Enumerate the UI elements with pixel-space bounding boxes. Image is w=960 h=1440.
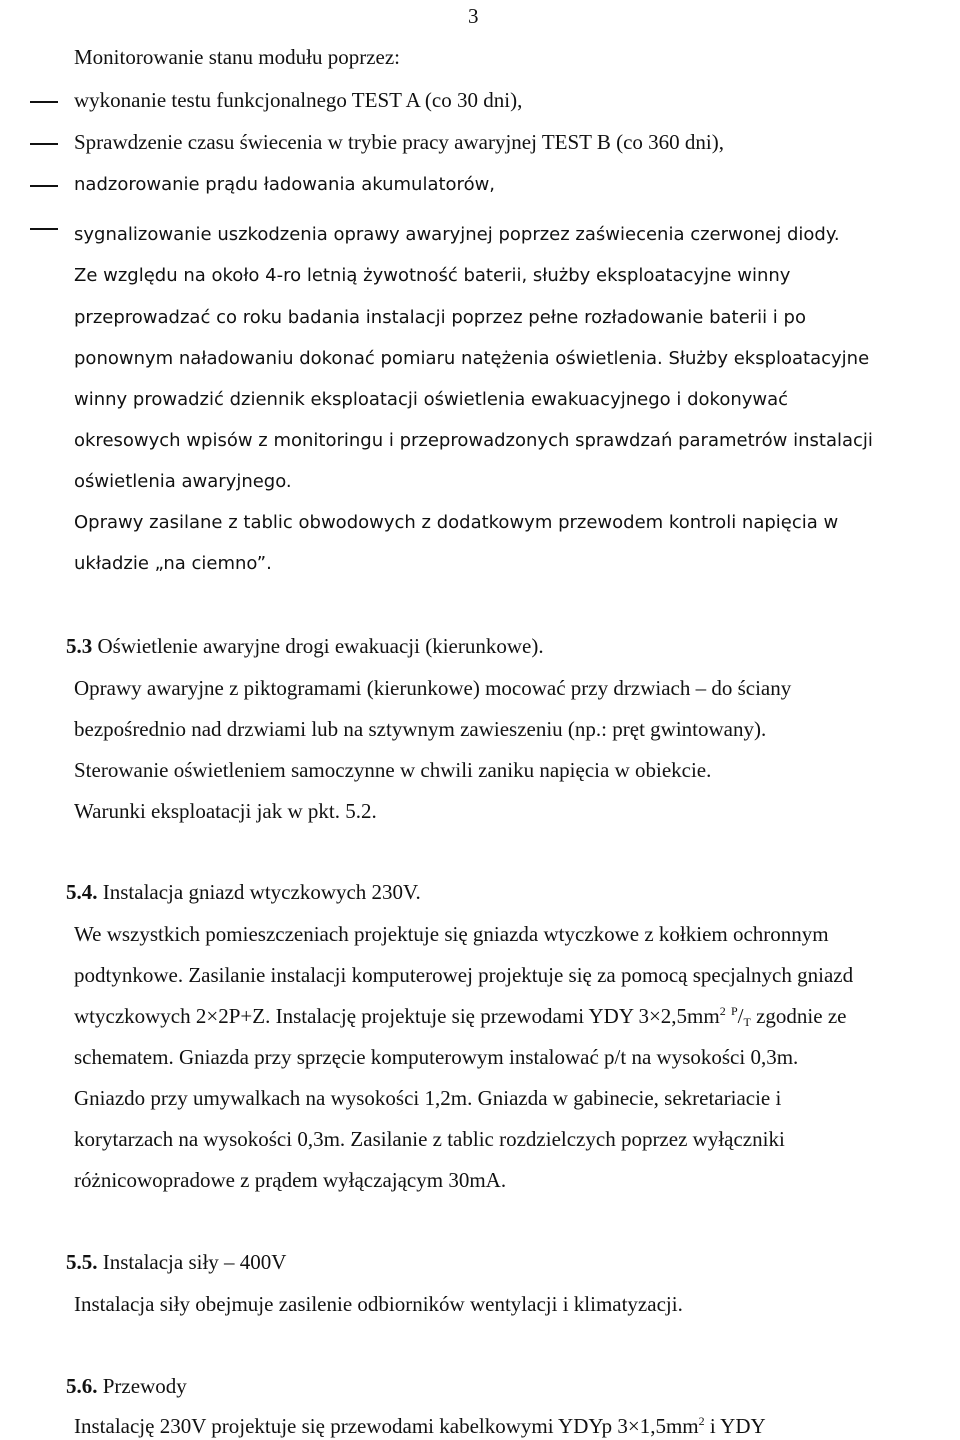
monitoring-bullet-4: sygnalizowanie uszkodzenia oprawy awaryjnej poprzez zaświecenia czerwonej diody.	[74, 224, 840, 245]
section-5-4-line-1: We wszystkich pomieszczeniach projektuje się gniazda wtyczkowe z kołkiem ochronnym	[74, 922, 829, 946]
section-5-3-line-2: bezpośrednio nad drzwiami lub na sztywnym zawieszeniu (np.: pręt gwintowany).	[74, 717, 767, 741]
section-5-3-heading	[66, 636, 544, 657]
section-5-3-line-4: Warunki eksploatacji jak w pkt. 5.2.	[74, 799, 377, 823]
section-5-3-line-3: Sterowanie oświetleniem samoczynne w chwili zaniku napięcia w obiekcie.	[74, 758, 712, 782]
section-5-4-line-3	[74, 1006, 846, 1027]
monitoring-intro: Monitorowanie stanu modułu poprzez:	[74, 45, 401, 69]
section-5-6-sup: 2	[698, 1414, 705, 1428]
maintenance-line-2: przeprowadzać co roku badania instalacji poprzez pełne rozładowanie baterii i po	[74, 307, 806, 328]
maintenance-line-1: Ze względu na około 4-ro letnią żywotność baterii, służby eksploatacyjne winny	[74, 265, 791, 286]
bullet-dash	[30, 143, 58, 145]
monitoring-bullet-2: Sprawdzenie czasu świecenia w trybie pracy awaryjnej TEST B (co 360 dni),	[74, 130, 725, 154]
section-5-6-title: Przewody	[102, 1374, 187, 1398]
section-5-3-line-1: Oprawy awaryjne z piktogramami (kierunkowe) mocować przy drzwiach – do ściany	[74, 676, 792, 700]
page-number: 3	[468, 4, 479, 28]
line-3-sub: T	[743, 1015, 751, 1029]
section-5-5-number: 5.5.	[66, 1250, 98, 1274]
section-5-4-line-4: schematem. Gniazda przy sprzęcie komputerowym instalować p/t na wysokości 0,3m.	[74, 1045, 799, 1069]
section-5-3-title: Oświetlenie awaryjne drogi ewakuacji (kierunkowe).	[97, 634, 544, 658]
section-5-6-text-b: i YDY	[704, 1414, 766, 1438]
line-3-slash: /	[737, 1004, 744, 1028]
section-5-4-number: 5.4.	[66, 880, 98, 904]
maintenance-line-6: oświetlenia awaryjnego.	[74, 471, 292, 492]
line-3-sup-2: P	[730, 1004, 738, 1018]
maintenance-line-3: ponownym naładowaniu dokonać pomiaru natężenia oświetlenia. Służby eksploatacyjne	[74, 348, 870, 369]
monitoring-bullet-1: wykonanie testu funkcjonalnego TEST A (co 30 dni),	[74, 88, 523, 112]
section-5-6-heading	[66, 1376, 187, 1397]
line-3-text-b: zgodnie ze	[750, 1004, 847, 1028]
section-5-4-line-5: Gniazdo przy umywalkach na wysokości 1,2m. Gniazda w gabinecie, sekretariacie i	[74, 1086, 782, 1110]
section-5-3-number: 5.3	[66, 634, 93, 658]
line-3-sup-1: 2	[719, 1004, 726, 1018]
section-5-4-heading	[66, 882, 421, 903]
section-5-4-line-2: podtynkowe. Zasilanie instalacji komputerowej projektuje się za pomocą specjalnych gniazd	[74, 963, 854, 987]
bullet-dash	[30, 228, 58, 230]
section-5-6-line-1	[74, 1416, 766, 1437]
circuits-line-2: układzie „na ciemno”.	[74, 553, 272, 574]
circuits-line-1: Oprawy zasilane z tablic obwodowych z dodatkowym przewodem kontroli napięcia w	[74, 512, 839, 533]
section-5-5-heading	[66, 1252, 286, 1273]
section-5-5-title: Instalacja siły – 400V	[102, 1250, 287, 1274]
maintenance-line-4: winny prowadzić dziennik eksploatacji oświetlenia ewakuacyjnego i dokonywać	[74, 389, 789, 410]
section-5-5-line-1: Instalacja siły obejmuje zasilenie odbiorników wentylacji i klimatyzacji.	[74, 1292, 683, 1316]
bullet-dash	[30, 101, 58, 103]
maintenance-line-5: okresowych wpisów z monitoringu i przeprowadzonych sprawdzań parametrów instalacji	[74, 430, 873, 451]
monitoring-bullet-3: nadzorowanie prądu ładowania akumulatorów,	[74, 174, 496, 195]
bullet-dash	[30, 185, 58, 187]
section-5-4-line-6: korytarzach na wysokości 0,3m. Zasilanie z tablic rozdzielczych poprzez wyłączniki	[74, 1127, 785, 1151]
section-5-6-text-a: Instalację 230V projektuje się przewodami kabelkowymi YDYp 3×1,5mm	[74, 1414, 699, 1438]
line-3-text-a: wtyczkowych 2×2P+Z. Instalację projektuje się przewodami YDY 3×2,5mm	[74, 1004, 720, 1028]
section-5-4-line-7: różnicowopradowe z prądem wyłączającym 30mA.	[74, 1168, 507, 1192]
section-5-6-number: 5.6.	[66, 1374, 98, 1398]
section-5-4-title: Instalacja gniazd wtyczkowych 230V.	[102, 880, 421, 904]
